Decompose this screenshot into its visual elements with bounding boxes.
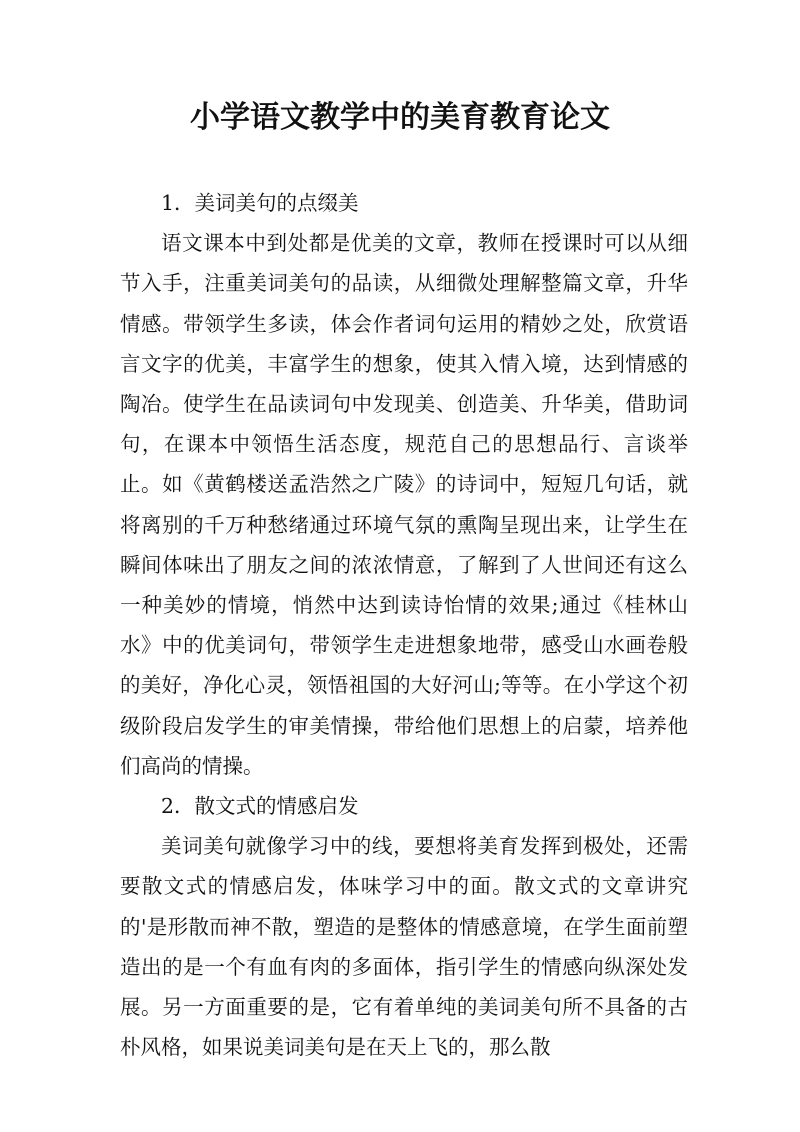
- document-body: [120, 183, 688, 1067]
- section-paragraph-1: 语文课本中到处都是优美的文章，教师在授课时可以从细节入手，注重美词美句的品读，从细微处理解整篇文章，升华情感。带领学生多读，体会作者词句运用的精妙之处，欣赏语言文字的优美，丰富学生的想象，使其入情入境，达到情感的陶冶。使学生在品读词句中发现美、创造美、升华美，借助词句，在课本中领悟生活态度，规范自己的思想品行、言谈举止。如《黄鹤楼送孟浩然之广陵》的诗词中，短短几句话，就将离别的千万种愁绪通过环境气氛的熏陶呈现出来，让学生在瞬间体味出了朋友之间的浓浓情意，了解到了人世间还有这么一种美妙的情境，悄然中达到读诗怡情的效果;通过《桂林山水》中的优美词句，带领学生走进想象地带，感受山水画卷般的美好，净化心灵，领悟祖国的大好河山;等等。在小学这个初级阶段启发学生的审美情操，带给他们思想上的启蒙，培养他们高尚的情操。: [120, 231, 688, 778]
- section-paragraph-2: 美词美句就像学习中的线，要想将美育发挥到极处，还需要散文式的情感启发，体味学习中的面。散文式的文章讲究的'是形散而神不散，塑造的是整体的情感意境，在学生面前塑造出的是一个有血有肉的多面体，指引学生的情感向纵深处发展。另一方面重要的是，它有着单纯的美词美句所不具备的古朴风格，如果说美词美句是在天上飞的，那么散: [120, 834, 688, 1060]
- section-heading-1: 1．美词美句的点缀美: [161, 191, 359, 215]
- document-title: 小学语文教学中的美育教育论文: [190, 100, 610, 135]
- section-heading-2: 2．散文式的情感启发: [161, 794, 359, 819]
